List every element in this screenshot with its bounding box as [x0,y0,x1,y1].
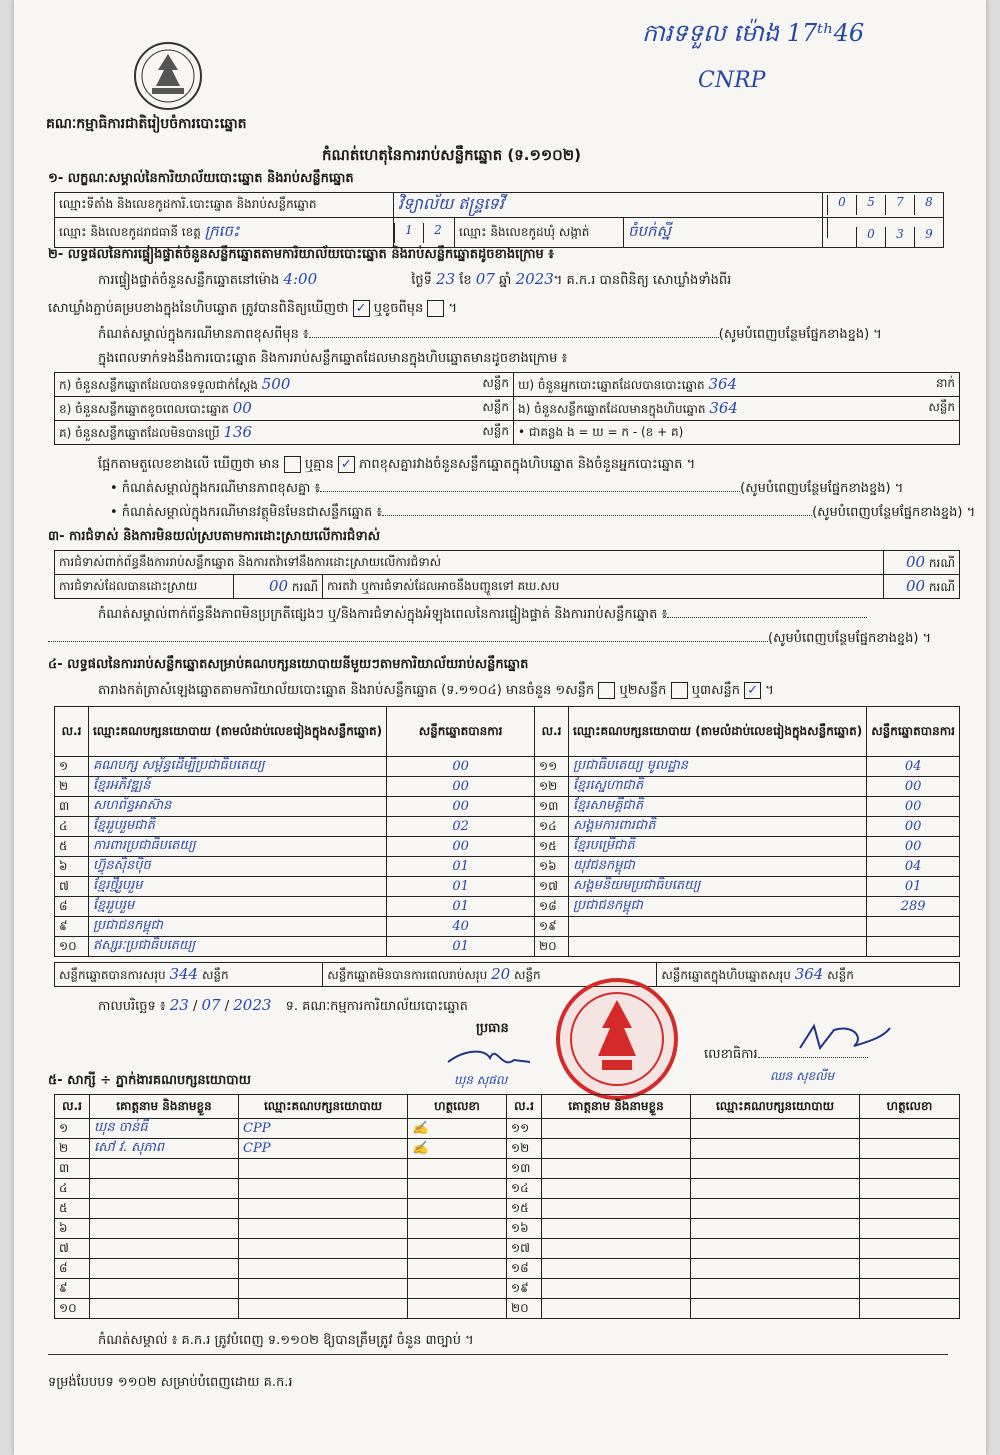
secretary-label: លេខាធិការ [704,1046,868,1065]
witness-party [691,1199,860,1219]
witness-party [239,1199,408,1219]
witness-signature [860,1179,960,1199]
witness-signature [860,1119,960,1139]
witness-party [691,1279,860,1299]
party-votes: 01 [387,877,535,897]
party-votes: 01 [387,857,535,877]
witness-row [55,1159,960,1179]
witness-party [239,1219,408,1239]
party-no: ៧ [55,877,89,897]
party-votes: 00 [867,817,960,837]
section-4-sheet-line: តារាងកត់ត្រាសំឡេងឆ្នោតតាមការិយាល័យបោះឆ្នោត និងរាប់សន្លឹកឆ្នោត (ទ.១១០៤) មានចំនួន ១សន្លឹក ឬ២សន្លឹក ឬ៣សន្លឹក ✓ ។ [98,683,774,698]
witness-signature [860,1299,960,1319]
witness-name [542,1219,691,1239]
witness-name [90,1219,239,1239]
party-votes: 01 [387,937,535,957]
witness-party [691,1239,860,1259]
party-row [55,757,960,777]
witness-row [55,1139,960,1159]
witness-party [691,1179,860,1199]
witness-name [90,1199,239,1219]
witness-signature: ✍ [408,1139,507,1159]
resolved-value: 00 ករណី [234,575,323,599]
witness-signature [860,1199,960,1219]
commune-value: ចំបក់ស្នី [624,218,823,248]
party-no: ៦ [55,857,89,877]
witness-no: ១៣ [507,1159,542,1179]
party-row [55,917,960,937]
province-label: ឈ្មោះ និងលេខកូដរាជធានី ខេត្ត ក្រចេះ [55,218,394,248]
witness-signature [408,1299,507,1319]
witness-party [239,1279,408,1299]
top-right-note: ការទទួល ម៉ោង 17ᵗʰ46 [642,19,865,47]
party-votes: 00 [387,837,535,857]
witness-no: ៨ [55,1259,90,1279]
station-code: 0 5 7 8 [823,193,944,218]
party-no: ៤ [55,817,89,837]
party-votes: 04 [867,857,960,877]
witness-name [90,1279,239,1299]
witness-no: ១៤ [507,1179,542,1199]
witness-row [55,1199,960,1219]
witness-name [542,1259,691,1279]
ballots-received-row: ក) ចំនួនសន្លឹកឆ្នោតដែលបានទទួលជាក់ស្តែង 500 សន្លឹក [55,373,514,397]
party-votes: 01 [867,877,960,897]
ballots-spoiled-row: ខ) ចំនួនសន្លឹកឆ្នោតខូចពេលបោះឆ្នោត 00 សន្លឹក [55,397,514,421]
witness-signature [408,1179,507,1199]
party-votes: 289 [867,897,960,917]
party-no: ១ [55,757,89,777]
party-row [55,877,960,897]
party-votes: 01 [387,897,535,917]
secretary-signature-icon [794,1018,894,1060]
ballots-in-box-row: ង) ចំនួនសន្លឹកឆ្នោតដែលមានក្នុងហិបឆ្នោត 364 សន្លឹក [514,397,960,421]
section-3-heading: ៣- ការជំទាស់ និងការមិនយល់ស្របតាមការដោះស្រាយលើការជំទាស់ [48,529,380,544]
commune-code: 0 3 9 [823,218,944,248]
witness-name [542,1139,691,1159]
box-total: សន្លឹកឆ្នោតក្នុងហិបឆ្នោតសរុប 364 សន្លឹក [657,963,960,987]
witness-row [55,1279,960,1299]
witness-no: ៦ [55,1219,90,1239]
witness-name [542,1279,691,1299]
party-votes: 00 [387,797,535,817]
party-name: ខ្មែរស្នេហាជាតិ [568,777,866,797]
ballot-count-form-page [14,0,986,1455]
section-2-note-line: កំណត់សម្គាល់ក្នុងករណីមានភាពខុសពីមុន ៖ (សូមបំពេញបន្ថែមផ្នែកខាងខ្នង) ។ [98,327,882,342]
party-votes: 00 [387,777,535,797]
party-no: ២០ [535,937,569,957]
party-votes: 04 [867,757,960,777]
witness-name [542,1179,691,1199]
witness-row [55,1239,960,1259]
party-no: ១៣ [535,797,569,817]
party-votes: 00 [867,777,960,797]
witness-no: ១ [55,1119,90,1139]
footer-form-code: ទម្រង់បែបបទ ១១០២ សម្រាប់បំពេញដោយ គ.ក.រ [48,1375,293,1390]
witness-row [55,1179,960,1199]
witness-name [90,1179,239,1199]
party-name: ខ្មែររួបរួម [88,897,386,917]
complaints-total-value: 00 ករណី [884,551,960,575]
witness-row [55,1259,960,1279]
party-no: ៣ [55,797,89,817]
witness-row [55,1219,960,1239]
party-row [55,797,960,817]
witness-no: ៣ [55,1159,90,1179]
party-name: សហព័ន្ធអាស៊ាន [88,797,386,817]
no-difference-checkbox: ✓ [338,456,355,473]
witness-no: ១៦ [507,1219,542,1239]
party-no: ១៦ [535,857,569,877]
section-2-time-line: ការផ្ទៀងផ្ទាត់ចំនួនសន្លឹកឆ្នោតនៅម៉ោង 4:00 ថ្ងៃទី 23 ខែ 07 ឆ្នាំ 2023។ គ.ក.រ បានពិនិត្យ សោឃ្លាំងទាំងពីរ [98,270,732,288]
chairman-signature-icon [444,1040,534,1076]
invalid-total: សន្លឹកឆ្នោតមិនបានការពេលរាប់សរុប 20 សន្លឹក [323,963,657,987]
witness-name [542,1299,691,1319]
section-2-seal-line: សោឃ្លាំងភ្ជាប់គម្របខាងក្នុងនៃហិបឆ្នោត ត្រូវបានពិនិត្យឃើញថា ✓ ឬខូចពីមុន ។ [48,301,458,316]
witness-signature [860,1279,960,1299]
formula-row: • ជាគន្លង ង = ឃ = ក - (ខ + គ) [514,421,960,445]
witness-no: ១២ [507,1139,542,1159]
resolved-label: ការជំទាស់ដែលបានដោះស្រាយ [55,575,234,599]
witness-no: ១៩ [507,1279,542,1299]
witness-signature [408,1219,507,1239]
party-name: ហ៊្វុនស៊ិនប៉ិច [88,857,386,877]
witness-party [691,1139,860,1159]
party-no: ១១ [535,757,569,777]
ballots-unused-row: គ) ចំនួនសន្លឹកឆ្នោតដែលមិនបានប្រើ 136 សន្លឹក [55,421,514,445]
polling-station-value: វិទ្យាល័យ ឥន្ទ្រទេវី [394,193,823,218]
witness-signature [408,1159,507,1179]
witness-no: ២ [55,1139,90,1159]
party-name: ខ្មែរបម្រើជាតិ [568,837,866,857]
witness-name [542,1199,691,1219]
witness-signature [860,1239,960,1259]
witness-no: ២០ [507,1299,542,1319]
witness-party [239,1159,408,1179]
witness-signature [408,1259,507,1279]
party-votes [867,917,960,937]
commune-label: ឈ្មោះ និងលេខកូដឃុំ សង្កាត់ [455,218,624,248]
section-1-heading: ១- លក្ខណៈសម្គាល់នៃការិយាល័យបោះឆ្នោត និងរាប់សន្លឹកឆ្នោត [48,171,354,186]
forwarded-value: 00 ករណី [884,575,960,599]
party-votes: 00 [867,797,960,817]
party-name: ប្រជាជនកម្ពុជា [568,897,866,917]
irregularity-note-line: កំណត់សម្គាល់ពាក់ព័ន្ធនឹងភាពមិនប្រក្រតីផ្សេងៗ ឬ/និងការជំទាស់ក្នុងអំឡុងពេលនៃការផ្ទៀងផ្ទាត់ និងការរាប់សន្លឹកឆ្នោត ៖ [98,606,867,625]
witness-row [55,1119,960,1139]
witness-no: ៥ [55,1199,90,1219]
secretary-name: ឈន សុខលីម [770,1069,835,1083]
witness-party: CPP [239,1119,408,1139]
date-line: កាលបរិច្ឆេទ ៖ 23 / 07 / 2023 ទ. គណៈកម្មការការិយាល័យបោះឆ្នោត [98,996,468,1014]
party-name: ការពារប្រជាធិបតេយ្យ [88,837,386,857]
party-name: ខ្មែរថ្មីរួបរួម [88,877,386,897]
province-code: 1 2 [394,218,455,248]
has-difference-checkbox [284,456,301,473]
witness-party [691,1259,860,1279]
party-name: ខ្មែរសាមគ្គីជាតិ [568,797,866,817]
party-row [55,897,960,917]
sheet-opt-2-checkbox [671,682,688,699]
witness-signature [860,1219,960,1239]
witness-table: ល.រ គោត្តនាម និងនាមខ្លួន ឈ្មោះគណបក្សនយោបាយ ហត្ថលេខា ល.រ គោត្តនាម និងនាមខ្លួន ឈ្មោះគណបក្សនយោបាយ ហត្ថលេខា ១ ឃុន ចាន់ធី CPP ✍ ១១ ២ សៅ វ. សុភាព CPP ✍ ១២ ៣ ១៣ ៤ ១៤ ៥ ១៥ ៦ ១៦ ៧ ១៧ ៨ ១៨ ៩ ១៩ ១០ ២០ [54,1094,960,1319]
witness-signature [408,1239,507,1259]
invalid-note-line: • កំណត់សម្គាល់ក្នុងករណីមានវត្ថុមិនមែនជាសន្លឹកឆ្នោត ៖ (សូមបំពេញបន្ថែមផ្នែកខាងខ្នង) ។ [110,505,976,520]
witness-party [691,1219,860,1239]
forwarded-label: ការតវ៉ា ឬការជំទាស់ដែលអាចនឹងបញ្ជូនទៅ គឃ.សប [323,575,884,599]
irregularity-note-line-2: (សូមបំពេញបន្ថែមផ្នែកខាងខ្នង) ។ [48,630,931,649]
section-5-heading: ៥- សាក្សី ÷ ភ្នាក់ងារគណបក្សនយោបាយ [48,1073,251,1088]
top-right-initials: CNRP [698,68,766,93]
witness-party [239,1239,408,1259]
totals-row [54,962,960,987]
witness-row [55,1299,960,1319]
footer-note: កំណត់សម្គាល់ ៖ គ.ក.រ ត្រូវបំពេញ ទ.១១០២ ឱ្យបានត្រឹមត្រូវ ចំនួន ៣ច្បាប់ ។ [98,1333,474,1348]
witness-signature [860,1139,960,1159]
witness-name: ឃុន ចាន់ធី [90,1119,239,1139]
party-no: ២ [55,777,89,797]
witness-party [691,1119,860,1139]
party-no: ១៩ [535,917,569,937]
party-row [55,857,960,877]
party-row [55,777,960,797]
witness-party [239,1299,408,1319]
witness-party: CPP [239,1139,408,1159]
witness-no: ៤ [55,1179,90,1199]
witness-name [90,1259,239,1279]
party-no: ១៤ [535,817,569,837]
chairman-label: ប្រធាន [476,1021,509,1036]
witness-name [90,1159,239,1179]
party-name: ប្រជាជនកម្ពុជា [88,917,386,937]
party-votes: 00 [867,837,960,857]
polling-station-label: ឈ្មោះទីតាំង និងលេខកូដការិ.បោះឆ្នោត និងរាប់សន្លឹកឆ្នោត [55,193,394,218]
witness-name [90,1299,239,1319]
witness-party [691,1299,860,1319]
form-title: កំណត់ហេតុនៃការរាប់សន្លឹកឆ្នោត (ទ.១១០២) [322,146,582,164]
party-name: សង្គមការពារជាតិ [568,817,866,837]
party-row [55,817,960,837]
party-name: ឥស្សរៈប្រជាធិបតេយ្យ [88,937,386,957]
party-name [568,937,866,957]
witness-signature [860,1159,960,1179]
witness-no: ៧ [55,1239,90,1259]
party-no: ៥ [55,837,89,857]
committee-name: គណៈកម្មាធិការជាតិរៀបចំការបោះឆ្នោត [46,116,247,132]
section-2-table-intro: ក្នុងពេលទាក់ទងនឹងការបោះឆ្នោត និងការរាប់សន្លឹកឆ្នោតដែលមានក្នុងហិបឆ្នោតមានដូចខាងក្រោម ៖ [98,351,568,366]
witness-party [691,1159,860,1179]
complaints-total-label: ការជំទាស់ពាក់ព័ន្ធនឹងការរាប់សន្លឹកឆ្នោត និងការតវ៉ាទៅនឹងការដោះស្រាយលើការជំទាស់ [55,551,884,575]
party-no: ១៥ [535,837,569,857]
party-name: យុវជនកម្ពុជា [568,857,866,877]
party-votes: 00 [387,757,535,777]
complaints-table [54,550,960,599]
party-no: ១៧ [535,877,569,897]
party-no: ៨ [55,897,89,917]
valid-total: សន្លឹកឆ្នោតបានការសរុប 344 សន្លឹក [55,963,323,987]
witness-name [542,1159,691,1179]
party-no: ៩ [55,917,89,937]
section-2-heading: ២- លទ្ធផលនៃការផ្ទៀងផ្ទាត់ចំនួនសន្លឹកឆ្នោតតាមការិយាល័យបោះឆ្នោត និងរាប់សន្លឹកឆ្នោតដូចខាងក្រោម ៖ [48,247,554,262]
witness-no: ១០ [55,1299,90,1319]
witness-party [239,1179,408,1199]
witness-no: ១៥ [507,1199,542,1219]
witness-no: ១១ [507,1119,542,1139]
voters-voted-row: ឃ) ចំនួនអ្នកបោះឆ្នោតដែលបានបោះឆ្នោត 364 នាក់ [514,373,960,397]
witness-no: ៩ [55,1279,90,1299]
seal-broken-checkbox [427,300,444,317]
sheet-opt-1-checkbox [598,682,615,699]
chairman-name: ឃុន សុផល [454,1073,508,1087]
witness-no: ១៨ [507,1259,542,1279]
party-name: ខ្មែររួបរួមជាតិ [88,817,386,837]
consistency-line: ផ្អែកតាមតួលេខខាងលើ ឃើញថា មាន ឬគ្មាន ✓ ភាពខុសគ្នារវាងចំនួនសន្លឹកឆ្នោតក្នុងហិបឆ្នោត និងចំនួនអ្នកបោះឆ្នោត ។ [98,457,696,472]
party-row [55,837,960,857]
witness-name: សៅ វ. សុភាព [90,1139,239,1159]
party-name [568,917,866,937]
section-4-heading: ៤- លទ្ធផលនៃការរាប់សន្លឹកឆ្នោតសម្រាប់គណបក្សនយោបាយនីមួយៗតាមការិយាល័យរាប់សន្លឹកឆ្នោត [48,657,529,672]
party-votes: 02 [387,817,535,837]
witness-name [542,1119,691,1139]
party-no: ១៨ [535,897,569,917]
party-results-table: ល.រ ឈ្មោះគណបក្សនយោបាយ (តាមលំដាប់លេខរៀងក្នុងសន្លឹកឆ្នោត) សន្លឹកឆ្នោតបានការ ល.រ ឈ្មោះគណបក្សនយោបាយ (តាមលំដាប់លេខរៀងក្នុងសន្លឹកឆ្នោត) សន្លឹកឆ្នោតបានការ ១ គណបក្ស សម្ព័ន្ធដើម្បីប្រជាធិបតេយ្យ 00 ១១ ប្រជាធិបតេយ្យ មូលដ្ឋាន 04 ២ ខ្មែរអភិវឌ្ឍន៍ 00 ១២ ខ្មែរស្នេហាជាតិ 00 ៣ សហព័ន្ធអាស៊ាន 00 ១៣ ខ្មែរសាមគ្គីជាតិ 00 ៤ ខ្មែររួបរួមជាតិ 02 ១៤ សង្គមការពារជាតិ 00 ៥ ការពារប្រជាធិបតេយ្យ 00 ១៥ ខ្មែរបម្រើជាតិ 00 ៦ ហ៊្វុនស៊ិនប៉ិច 01 ១៦ យុវជនកម្ពុជា 04 ៧ ខ្មែរថ្មីរួបរួម 01 ១៧ សង្គមនិយមប្រជាធិបតេយ្យ 01 ៨ ខ្មែររួបរួម 01 ១៨ ប្រជាជនកម្ពុជា 289 ៩ ប្រជាជនកម្ពុជា 40 ១៩ ១០ ឥស្សរៈប្រជាធិបតេយ្យ 01 ២០ [54,706,960,957]
party-no: ១២ [535,777,569,797]
nec-emblem-icon [132,40,204,112]
official-stamp-icon [554,976,680,1102]
witness-no: ១៧ [507,1239,542,1259]
witness-signature: ✍ [408,1119,507,1139]
footer-divider [48,1354,948,1355]
difference-note-line: • កំណត់សម្គាល់ក្នុងករណីមានភាពខុសគ្នា ៖ (សូមបំពេញបន្ថែមផ្នែកខាងខ្នង) ។ [110,481,904,496]
witness-party [239,1259,408,1279]
witness-signature [408,1279,507,1299]
witness-signature [860,1259,960,1279]
party-votes [867,937,960,957]
seal-intact-checkbox: ✓ [353,300,370,317]
ballot-count-table [54,372,960,445]
sheet-opt-3-checkbox: ✓ [744,682,761,699]
witness-name [90,1239,239,1259]
section-1-table [54,192,944,248]
party-no: ១០ [55,937,89,957]
witness-name [542,1239,691,1259]
party-name: ខ្មែរអភិវឌ្ឍន៍ [88,777,386,797]
party-name: សង្គមនិយមប្រជាធិបតេយ្យ [568,877,866,897]
party-votes: 40 [387,917,535,937]
witness-signature [408,1199,507,1219]
party-row [55,937,960,957]
party-name: គណបក្ស សម្ព័ន្ធដើម្បីប្រជាធិបតេយ្យ [88,757,386,777]
party-name: ប្រជាធិបតេយ្យ មូលដ្ឋាន [568,757,866,777]
